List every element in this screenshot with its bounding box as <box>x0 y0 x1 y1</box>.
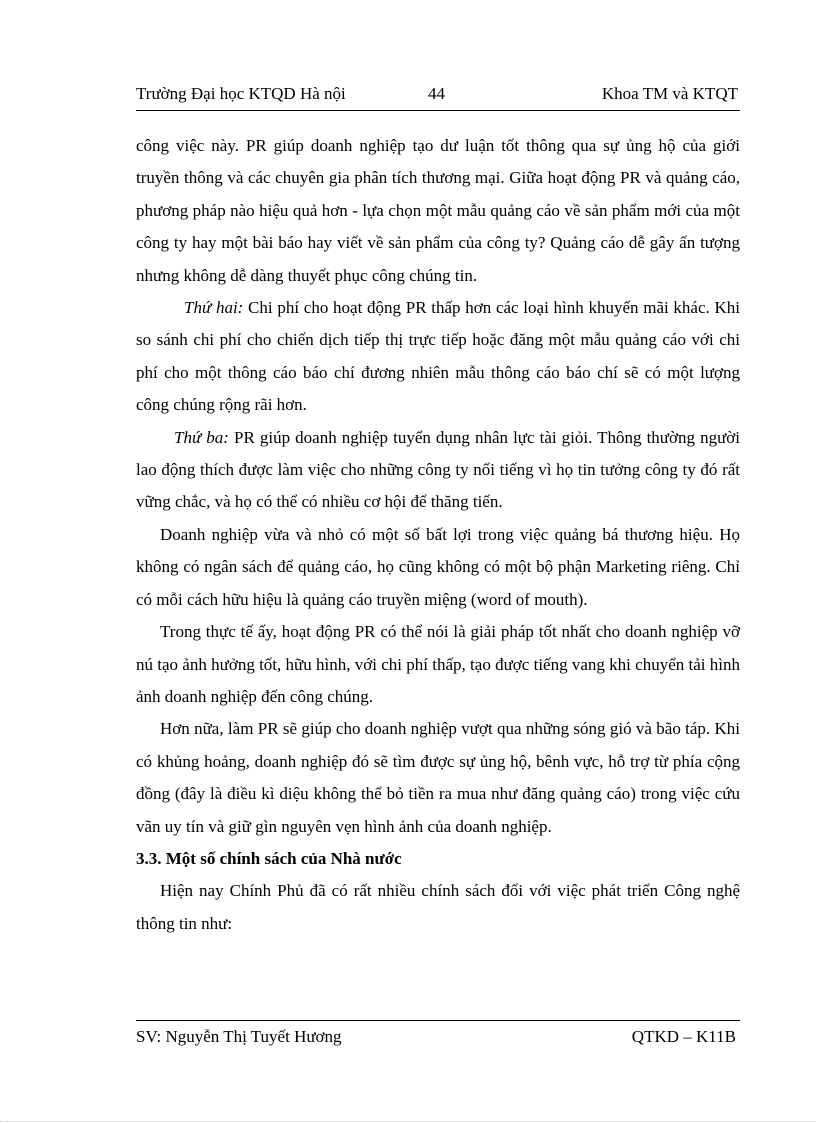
second-benefit-label: Thứ hai: <box>184 298 244 318</box>
third-benefit-label: Thứ ba: <box>174 427 229 447</box>
second-benefit-text: Chi phí cho hoạt động PR thấp hơn các loại hình khuyến mãi khác. Khi so sánh chi phí cho chiến dịch tiếp thị trực tiếp hoặc đăng một mẫu quảng cáo với chi phí cho một thông cáo báo chí đương nhiên mẫu thông cáo báo chí sẽ có một lượng công chúng rộng rãi hơn. <box>136 298 740 415</box>
paragraph-third-benefit <box>136 422 740 519</box>
paragraph-government-policy: Hiện nay Chính Phủ đã có rất nhiều chính sách đối với việc phát triển Công nghệ thông tin như: <box>136 881 740 933</box>
header-institution: Trường Đại học KTQD Hà nội <box>136 84 346 103</box>
page-header <box>136 84 740 111</box>
page-body <box>136 130 740 940</box>
section-heading: 3.3. Một số chính sách của Nhà nước <box>136 848 402 868</box>
paragraph-pr-media: công việc này. PR giúp doanh nghiệp tạo dư luận tốt thông qua sự ủng hộ của giới truyền thông và các chuyên gia phân tích thương mại. Giữa hoạt động PR và quảng cáo, phương pháp nào hiệu quả hơn - lựa chọn một mẫu quảng cáo về sản phẩm mới của một công ty hay một bài báo hay viết về sản phẩm của công ty? Quảng cáo dễ gây ấn tượng nhưng không dễ dàng thuyết phục công chúng tin. <box>136 136 740 285</box>
page-footer <box>136 1020 740 1051</box>
paragraph-sme-disadvantage: Doanh nghiệp vừa và nhỏ có một số bất lợi trong việc quảng bá thương hiệu. Họ không có ngân sách để quảng cáo, họ cũng không có một bộ phận Marketing riêng. Chỉ có mỗi cách hữu hiệu là quảng cáo truyền miệng (word of mouth). <box>136 524 740 609</box>
page-bottom-edge <box>0 1121 816 1122</box>
paragraph-crisis: Hơn nữa, làm PR sẽ giúp cho doanh nghiệp vượt qua những sóng gió và bão táp. Khi có khủng hoảng, doanh nghiệp đó sẽ tìm được sự ủng hộ, bênh vực, hỗ trợ từ phía cộng đồng (đây là điều kì diệu không thể bỏ tiền ra mua như đăng quảng cáo) trong việc cứu vãn uy tín và giữ gìn nguyên vẹn hình ảnh của doanh nghiệp. <box>136 719 740 836</box>
header-page-number: 44 <box>428 84 445 103</box>
third-benefit-text: PR giúp doanh nghiệp tuyển dụng nhân lực tài giỏi. Thông thường người lao động thích được làm việc cho những công ty nổi tiếng vì họ tin tưởng công ty đó rất vững chắc, và họ có thể có nhiều cơ hội để thăng tiến. <box>136 427 740 512</box>
footer-student-name: SV: Nguyễn Thị Tuyết Hương <box>136 1027 342 1046</box>
footer-class-code: QTKD – K11B <box>631 1027 736 1046</box>
paragraph-second-benefit <box>136 292 740 422</box>
paragraph-pr-solution: Trong thực tế ấy, hoạt động PR có thể nói là giải pháp tốt nhất cho doanh nghiệp vỡ nú tạo ảnh hưởng tốt, hữu hình, với chi phí thấp, tạo được tiếng vang khi chuyển tải hình ảnh doanh nghiệp đến công chúng. <box>136 622 740 706</box>
header-faculty: Khoa TM và KTQT <box>601 84 738 103</box>
